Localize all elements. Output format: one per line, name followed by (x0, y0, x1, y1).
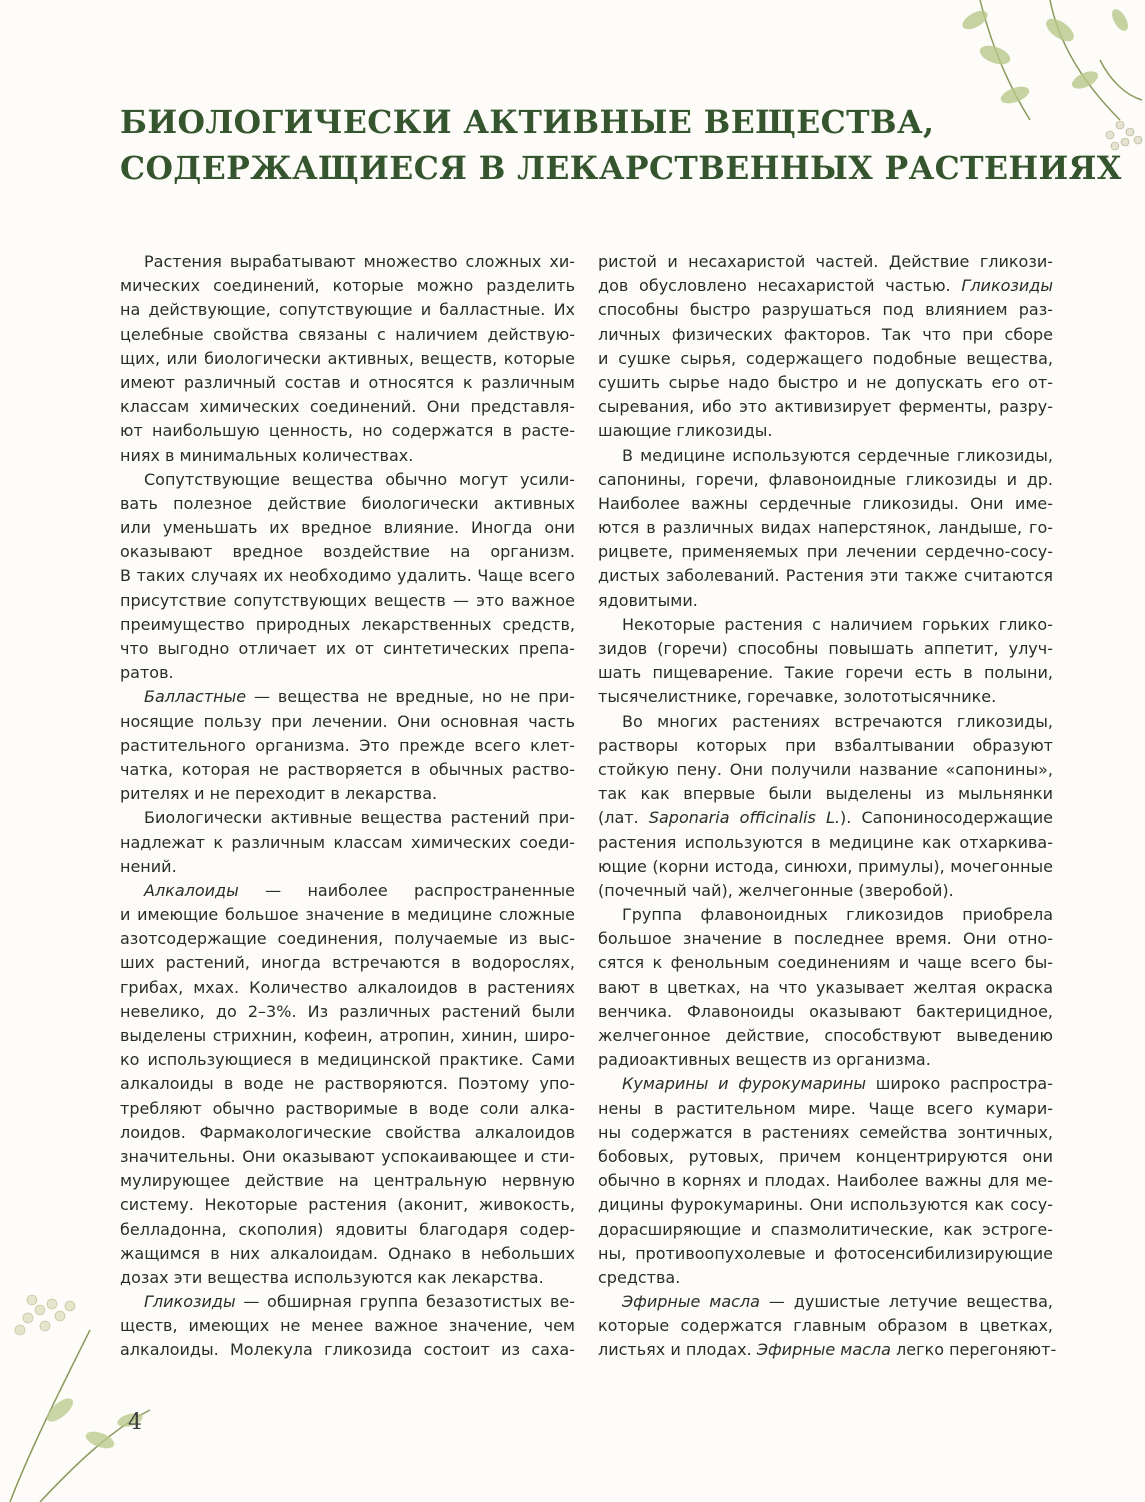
text-line: Сопутствующие вещества обычно могут усили- (144, 469, 575, 489)
text-line: радиоактивных веществ из организма. (598, 1050, 931, 1070)
text-line: сыревания, ибо это активизирует ферменты, разру- (598, 397, 1053, 417)
text-line: ниях в минимальных количествах. (120, 445, 414, 465)
text-line: ществ, имеющих не менее важное значение, чем (120, 1316, 575, 1336)
text-line-italic-lead: Гликозиды — обширная группа безазотистых ве- (144, 1292, 575, 1312)
text-line: обычно в корнях и плодах. Наиболее важны для ме- (598, 1171, 1053, 1191)
text-line: желчегонное действие, способствуют выведению (598, 1026, 1053, 1045)
text-line: шающие гликозиды. (598, 421, 773, 441)
text-line: значительны. Они оказывают успокаивающее и сти- (120, 1146, 575, 1166)
text-line: тысячелистнике, горечавке, золототысячнике. (598, 687, 997, 707)
text-line: рителях и не переходит в лекарства. (120, 784, 438, 804)
text-line: ко использующиеся в медицинской практике. Сами (120, 1050, 575, 1070)
text-line: ны, противоопухолевые и фотосенсибилизирующие (598, 1243, 1053, 1263)
page-title-line-1: БИОЛОГИЧЕСКИ АКТИВНЫЕ ВЕЩЕСТВА, (120, 104, 935, 141)
text-line: классам химических соединений. Они представля- (120, 397, 575, 417)
text-line: щих, или биологически активных, веществ, которые (120, 348, 575, 368)
text-line: алкалоиды в воде не растворяются. Поэтому упо- (120, 1074, 575, 1094)
italic-term: Эфирные масла (622, 1292, 760, 1312)
text-column-left (120, 250, 575, 1363)
text-line: растительного организма. Это прежде всего клет- (120, 735, 575, 755)
text-line: дистых заболеваний. Растения эти также считаются (598, 566, 1053, 586)
italic-term: Гликозиды (961, 276, 1053, 296)
text-line: большое значение в последнее время. Они отно- (598, 929, 1053, 949)
text-line-italic-lead: Кумарины и фурокумарины широко распростра- (622, 1074, 1054, 1094)
text-line: нений. (120, 856, 177, 876)
text-line: Наиболее важны сердечные гликозиды. Они име- (598, 493, 1053, 513)
text-line: нены в растительном мире. Чаще всего кумари- (598, 1098, 1053, 1118)
text-line-italic-lead: Балластные — вещества не вредные, но не при- (144, 687, 575, 707)
text-line: растворы которых при взбалтывании образуют (598, 735, 1053, 755)
italic-term: Гликозиды (144, 1292, 236, 1312)
text-line: вать полезное действие биологически активных (120, 493, 575, 513)
text-line: Группа флавоноидных гликозидов приобрела (622, 905, 1053, 925)
text-column-right (598, 250, 1057, 1363)
text-line: преимущество природных лекарственных средств, (120, 614, 575, 634)
text-line: венчика. Флавоноиды оказывают бактерицидное, (598, 1001, 1053, 1021)
text-line: присутствие сопутствующих веществ — это важное (120, 590, 575, 610)
text-line: средства. (598, 1267, 681, 1287)
text-line: ших растений, иногда встречаются в водорослях, (120, 953, 575, 973)
page-title (120, 100, 1122, 192)
text-line: жащимся в них алкалоидам. Однако в небольших (120, 1243, 575, 1263)
text-line: и сушке сырья, содержащего подобные вещества, (598, 348, 1053, 368)
text-line: чатка, которая не растворяется в обычных раство- (120, 759, 575, 779)
text-line: листьях и плодах. Эфирные масла легко перегоняют- (598, 1340, 1057, 1360)
text-line: сятся к фенольным соединениям и чаще всего бы- (598, 953, 1053, 973)
text-line: В медицине используются сердечные гликозиды, (622, 445, 1053, 465)
text-line: дов обусловлено несахаристой частью. Гликозиды (598, 276, 1053, 296)
text-line: вают в цветках, на что указывает желтая окраска (598, 977, 1053, 997)
text-line: азотсодержащие соединения, получаемые из выс- (120, 929, 575, 949)
text-line: стойкую пену. Они получили название «сапонины», (598, 759, 1053, 779)
text-line: имеют различный состав и относятся к различным (120, 372, 575, 392)
text-line: систему. Некоторые растения (аконит, живокость, (120, 1195, 575, 1215)
text-line: требляют обычно растворимые в воде соли алка- (120, 1098, 575, 1118)
text-line: невелико, до 2–3%. Из различных растений были (120, 1001, 575, 1021)
text-line: рицвете, применяемых при лечении сердечно-сосу- (598, 542, 1053, 562)
text-line: или уменьшать их вредное влияние. Иногда они (120, 518, 575, 538)
text-line: ядовитыми. (598, 590, 698, 610)
italic-term: Балластные (144, 687, 247, 707)
italic-term: Алкалоиды (144, 880, 239, 900)
text-line: и имеющие большое значение в медицине сложные (120, 905, 575, 925)
italic-term: Saponaria officinalis L. (648, 808, 840, 828)
text-line: Растения вырабатывают множество сложных хи- (144, 252, 575, 271)
text-line: так как впервые были выделены из мыльнянки (598, 784, 1053, 804)
text-line: ющие (корни истода, синюхи, примулы), мочегонные (598, 856, 1053, 876)
text-line: бобовых, рутовых, причем концентрируются они (598, 1146, 1053, 1166)
text-line: Биологически активные вещества растений при- (144, 808, 575, 828)
text-line: выделены стрихнин, кофеин, атропин, хинин, широ- (120, 1026, 575, 1045)
text-line: шать пищеварение. Такие горечи есть в полыни, (598, 663, 1053, 683)
text-line: (лат. Saponaria officinalis L.). Сапониносодержащие (598, 808, 1053, 828)
text-line: ются в различных видах наперстянок, ландыше, го- (598, 518, 1053, 538)
text-line: ристой и несахаристой частей. Действие гликози- (598, 252, 1053, 271)
text-line: растения используются в медицине как отхаркива- (598, 832, 1053, 852)
text-line-italic-lead: Эфирные масла — душистые летучие вещества, (622, 1292, 1053, 1312)
text-line: дорасширяющие и спазмолитические, как эстроге- (598, 1219, 1053, 1239)
page-number: 4 (128, 1410, 142, 1435)
text-line: зидов (горечи) способны повышать аппетит, улуч- (598, 639, 1053, 658)
text-line: лоидов. Фармакологические свойства алкалоидов (120, 1122, 575, 1142)
text-line: способны быстро разрушаться под влиянием раз- (598, 300, 1053, 320)
text-line: ют наибольшую ценность, но содержатся в расте- (120, 421, 575, 441)
text-line: алкалоиды. Молекула гликозида состоит из саха- (120, 1340, 575, 1360)
text-line: грибах, мхах. Количество алкалоидов в растениях (120, 977, 575, 997)
text-line: ратов. (120, 663, 174, 683)
text-line: на действующие, сопутствующие и балластные. Их (120, 300, 575, 320)
text-line: личных физических факторов. Так что при сборе (598, 324, 1053, 344)
text-line-italic-lead: Алкалоиды — наиболее распространенные (144, 880, 575, 900)
text-line: сапонины, горечи, флавоноидные гликозиды и др. (598, 469, 1053, 489)
text-line: оказывают вредное воздействие на организм. (120, 542, 575, 562)
text-line: целебные свойства связаны с наличием действую- (120, 324, 575, 344)
text-line: В таких случаях их необходимо удалить. Чаще всего (120, 566, 575, 586)
text-line: что выгодно отличает их от синтетических препа- (120, 639, 575, 658)
italic-term: Кумарины и фурокумарины (622, 1074, 867, 1094)
text-line: носящие пользу при лечении. Они основная часть (120, 711, 575, 731)
text-line: ны содержатся в растениях семейства зонтичных, (598, 1122, 1053, 1142)
text-line: мических соединений, которые можно разделить (120, 276, 575, 296)
page-title-line-2: СОДЕРЖАЩИЕСЯ В ЛЕКАРСТВЕННЫХ РАСТЕНИЯХ (120, 150, 1122, 187)
text-line: мулирующее действие на центральную нервную (120, 1171, 575, 1191)
text-line: надлежат к различным классам химических соеди- (120, 832, 575, 852)
text-line: Некоторые растения с наличием горьких глико- (622, 614, 1053, 634)
text-line: дозах эти вещества используются как лекарства. (120, 1267, 544, 1287)
italic-term: Эфирные масла (756, 1340, 891, 1360)
text-line: дицины фурокумарины. Они используются как сосу- (598, 1195, 1053, 1215)
text-line: белладонна, скополия) ядовиты благодаря содер- (120, 1219, 575, 1239)
text-line: Во многих растениях встречаются гликозиды, (622, 711, 1053, 731)
text-line: (почечный чай), желчегонные (зверобой). (598, 880, 954, 900)
text-line: которые содержатся главным образом в цветках, (598, 1316, 1053, 1336)
text-line: сушить сырье надо быстро и не допускать его от- (598, 372, 1053, 392)
